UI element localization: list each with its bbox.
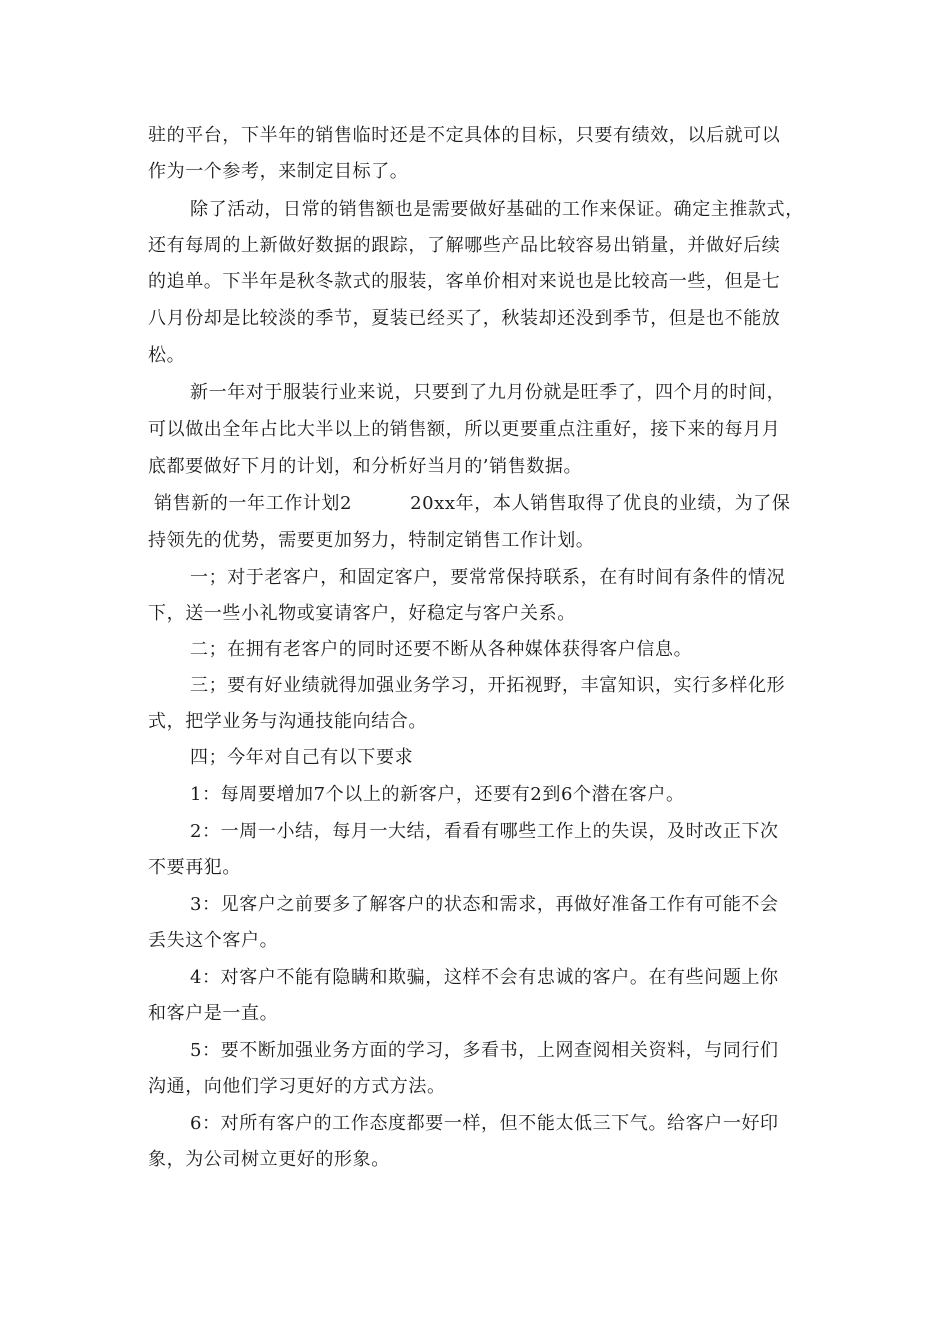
text-line: 6：对所有客户的工作态度都要一样，但不能太低三下气。给客户一好印 bbox=[190, 1113, 779, 1134]
text-line: 二；在拥有老客户的同时还要不断从各种媒体获得客户信息。 bbox=[190, 639, 693, 660]
text-line: 八月份却是比较淡的季节，夏装已经买了，秋装却还没到季节，但是也不能放 bbox=[148, 308, 781, 329]
text-line: 底都要做好下月的计划，和分析好当月的’销售数据。 bbox=[148, 456, 583, 477]
text-line: 5：要不断加强业务方面的学习，多看书，上网查阅相关资料，与同行们 bbox=[190, 1040, 779, 1061]
section-heading: 销售新的一年工作计划2 bbox=[154, 493, 353, 514]
text-line: 作为一个参考，来制定目标了。 bbox=[148, 161, 409, 182]
text-line: 式，把学业务与沟通技能向结合。 bbox=[148, 711, 427, 732]
text-line: 2：一周一小结，每月一大结，看看有哪些工作上的失误，及时改正下次 bbox=[190, 821, 779, 842]
text-line: 丢失这个客户。 bbox=[148, 930, 279, 951]
text-line: 还有每周的上新做好数据的跟踪，了解哪些产品比较容易出销量，并做好后续 bbox=[148, 235, 781, 256]
text-line: 不要再犯。 bbox=[148, 857, 241, 878]
text-line: 松。 bbox=[148, 345, 186, 366]
text-line: 除了活动，日常的销售额也是需要做好基础的工作来保证。确定主推款式， bbox=[190, 199, 804, 220]
text-line: 3：见客户之前要多了解客户的状态和需求，再做好准备工作有可能不会 bbox=[190, 894, 779, 915]
text-line: 沟通，向他们学习更好的方式方法。 bbox=[148, 1076, 446, 1097]
text-line: 1：每周要增加7个以上的新客户，还要有2到6个潜在客户。 bbox=[190, 784, 685, 805]
text-line: 4：对客户不能有隐瞒和欺骗，这样不会有忠诚的客户。在有些问题上你 bbox=[190, 967, 779, 988]
text-line: 新一年对于服装行业来说，只要到了九月份就是旺季了，四个月的时间， bbox=[190, 382, 786, 403]
text-line: 下，送一些小礼物或宴请客户，好稳定与客户关系。 bbox=[148, 603, 576, 624]
section-heading-line bbox=[154, 492, 834, 516]
text-line: 的追单。下半年是秋冬款式的服装，客单价相对来说也是比较高一些，但是七 bbox=[148, 271, 781, 292]
text-segment: 20xx年，本人销售取得了优良的业绩，为了保 bbox=[410, 493, 791, 514]
text-line: 象，为公司树立更好的形象。 bbox=[148, 1149, 390, 1170]
text-line: 和客户是一直。 bbox=[148, 1003, 279, 1024]
text-line: 可以做出全年占比大半以上的销售额，所以更要重点注重好，接下来的每月月 bbox=[148, 419, 781, 440]
text-line: 一；对于老客户，和固定客户，要常常保持联系，在有时间有条件的情况 bbox=[190, 567, 786, 588]
text-line: 三；要有好业绩就得加强业务学习，开拓视野，丰富知识，实行多样化形 bbox=[190, 675, 786, 696]
text-line: 四；今年对自己有以下要求 bbox=[190, 747, 414, 768]
text-line: 持领先的优势，需要更加努力，特制定销售工作计划。 bbox=[148, 530, 595, 551]
text-line: 驻的平台，下半年的销售临时还是不定具体的目标，只要有绩效，以后就可以 bbox=[148, 125, 781, 146]
